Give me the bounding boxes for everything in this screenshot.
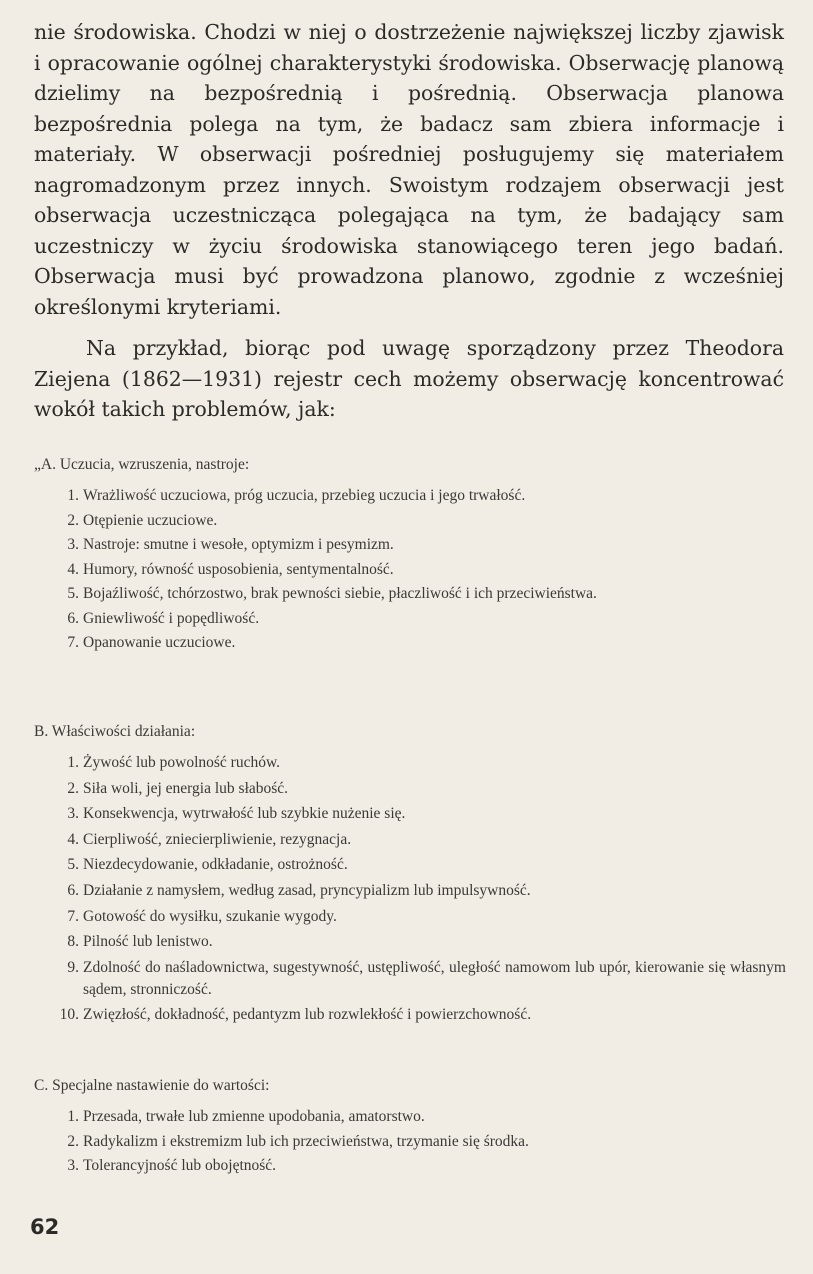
item-text: Niezdecydowanie, odkładanie, ostrożność. [83,856,348,874]
item-number: 10. [59,1006,79,1024]
list-item [34,778,786,800]
item-number: 5. [67,585,79,602]
list-item [34,803,786,825]
item-text: Konsekwencja, wytrwałość lub szybkie nużenie się. [83,805,406,823]
list-item [34,957,786,1001]
item-number: 2. [67,1132,79,1150]
item-text: Zdolność do naśladownictwa, sugestywność, ustępliwość, uległość namowom lub upór, kierowanie się własnym sądem, stronniczość. [83,958,786,998]
list-item [34,906,786,928]
item-text: Gniewliwość i popędliwość. [83,609,260,627]
item-text: Przesada, trwałe lub zmienne upodobania, amatorstwo. [83,1108,425,1125]
item-number: 8. [67,933,79,951]
list-item [34,485,786,507]
item-number: 4. [67,560,79,578]
item-text: Gotowość do wysiłku, szukanie wygody. [83,907,337,925]
list-item [34,632,786,654]
item-number: 3. [67,805,79,823]
list-item [34,559,786,581]
list-item [34,608,786,630]
list-section-c [34,1075,786,1180]
item-number: 7. [67,634,79,651]
list-item [34,1106,786,1128]
item-number: 1. [67,487,79,504]
list-item [34,931,786,953]
item-text: Cierpliwość, zniecierpliwienie, rezygnacja. [83,830,352,848]
item-number: 2. [67,779,79,797]
item-text: Żywość lub powolność ruchów. [83,754,281,771]
body-paragraph: nie środowiska. Chodzi w niej o dostrzeżenie największej liczby zjawisk i opracowanie ogólnej charakterystyki środowiska. Obserwację planową dzielimy na bezpośrednią i pośrednią. Obserwacja planowa bezpośrednia polega na tym, że badacz sam zbiera informacje i materiały. W obserwacji pośredniej posługujemy się materiałem nagromadzonym przez innych. Swoistym rodzajem obserwacji jest obserwacja uczestnicząca polegająca na tym, że badający sam uczestniczy w życiu środowiska stanowiącego teren jego badań. Obserwacja musi być prowadzona planowo, zgodnie z wcześniej określonymi kryteriami. [34,20,784,319]
item-text: Opanowanie uczuciowe. [83,634,236,651]
item-text: Wrażliwość uczuciowa, próg uczucia, przebieg uczucia i jego trwałość. [83,487,526,504]
item-number: 6. [67,609,79,627]
page-number: 62 [30,1215,60,1239]
list-item [34,1131,786,1153]
list-item [34,1004,786,1026]
list-section-b [34,721,786,1030]
list-item [34,583,786,605]
item-text: Siła woli, jej energia lub słabość. [83,779,289,797]
item-text: Otępienie uczuciowe. [83,511,218,529]
item-text: Zwięzłość, dokładność, pedantyzm lub rozwlekłość i powierzchowność. [83,1006,532,1024]
item-number: 3. [67,1157,79,1174]
list-item [34,510,786,532]
item-number: 5. [67,856,79,874]
item-text: Działanie z namysłem, według zasad, pryncypializm lub impulsywność. [83,881,531,899]
list-item [34,880,786,902]
section-title: C. Specjalne nastawienie do wartości: [34,1077,270,1094]
list-item [34,1155,786,1177]
list-section-a [34,454,786,657]
item-number: 4. [67,830,79,848]
item-text: Radykalizm i ekstremizm lub ich przeciwieństwa, trzymanie się środka. [83,1132,529,1150]
item-text: Bojaźliwość, tchórzostwo, brak pewności siebie, płaczliwość i ich przeciwieństwa. [83,585,597,602]
list-item [34,854,786,876]
item-number: 6. [67,881,79,899]
item-number: 1. [67,1108,79,1125]
item-number: 2. [67,511,79,529]
list-item [34,752,786,774]
item-number: 7. [67,907,79,925]
section-title: B. Właściwości działania: [34,723,196,740]
item-text: Humory, równość usposobienia, sentymentalność. [83,560,394,578]
item-number: 3. [67,536,79,553]
body-paragraph: Na przykład, biorąc pod uwagę sporządzony przez Theodora Ziejena (1862—1931) rejestr cech możemy obserwację koncentrować wokół takich problemów, jak: [34,336,784,421]
item-number: 1. [67,754,79,771]
item-number: 9. [67,958,79,976]
section-title: „A. Uczucia, wzruszenia, nastroje: [34,456,250,473]
item-text: Pilność lub lenistwo. [83,933,213,951]
item-text: Nastroje: smutne i wesołe, optymizm i pesymizm. [83,536,394,553]
list-item [34,534,786,556]
list-item [34,829,786,851]
item-text: Tolerancyjność lub obojętność. [83,1157,277,1174]
